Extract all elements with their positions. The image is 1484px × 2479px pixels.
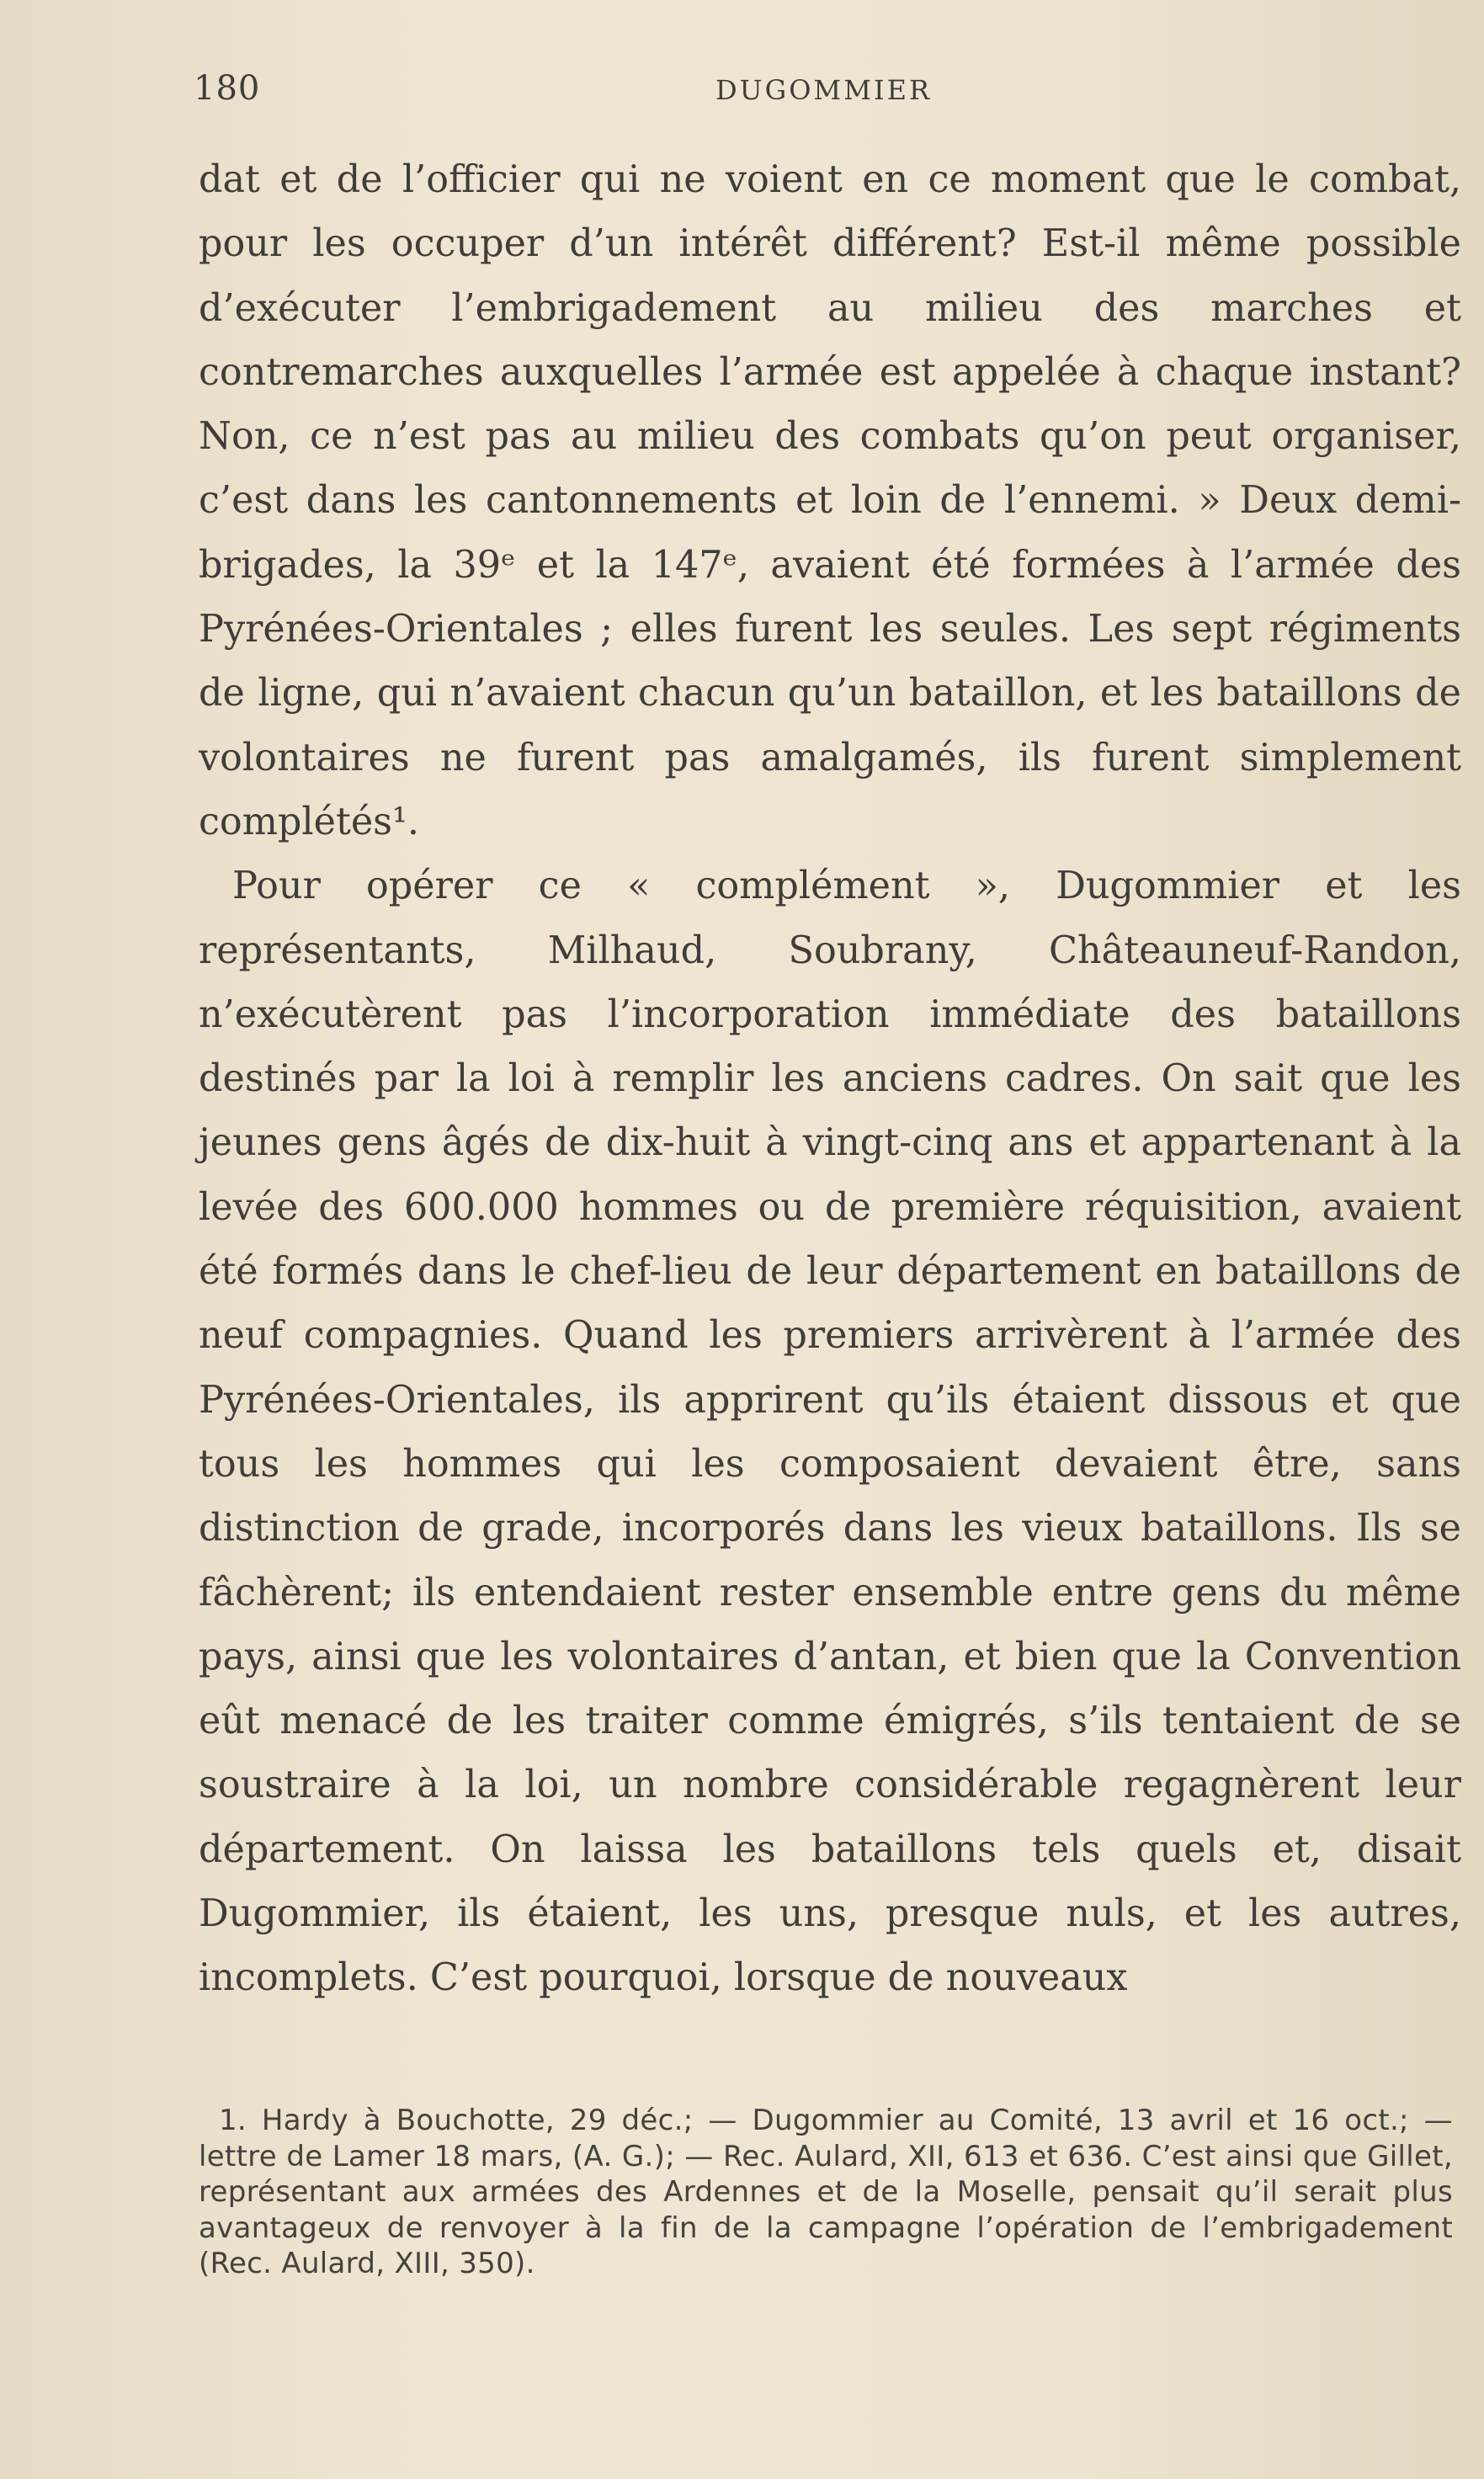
page-number: 180 [194,69,261,108]
paragraph: Pour opérer ce « complément », Dugommier et les représentants, Milhaud, Soubrany, Châteauneuf-Randon, n’exécutèrent pas l’incorporation immédiate des bataillons destinés par la loi à remplir les anciens cadres. On sait que les jeunes gens âgés de dix-huit à vingt-cinq ans et appartenant à la levée des 600.000 hommes ou de première réquisition, avaient été formés dans le chef-lieu de leur département en bataillons de neuf compagnies. Quand les premiers arrivèrent à l’armée des Pyrénées-Orientales, ils apprirent qu’ils étaient dissous et que tous les hommes qui les composaient devaient être, sans distinction de grade, incorporés dans les vieux bataillons. Ils se fâchèrent; ils entendaient rester ensemble entre gens du même pays, ainsi que les volontaires d’antan, et bien que la Convention eût menacé de les traiter comme émigrés, s’ils tentaient de se soustraire à la loi, un nombre considérable regagnèrent leur département. On laissa les bataillons tels quels et, disait Dugommier, ils étaient, les uns, presque nuls, et les autres, incomplets. C’est pourquoi, lorsque de nouveaux [199,864,1461,2000]
paragraph-continued: dat et de l’officier qui ne voient en ce moment que le combat, pour les occuper d’un intérêt différent? Est-il même possible d’exécuter l’embrigadement au milieu des marches et contremarches auxquelles l’armée est appelée à chaque instant? Non, ce n’est pas au milieu des combats qu’on peut organiser, c’est dans les cantonnements et loin de l’ennemi. » Deux demi-brigades, la 39ᵉ et la 147ᵉ, avaient été formées à l’armée des Pyrénées-Orientales ; elles furent les seules. Les sept régiments de ligne, qui n’avaient chacun qu’un bataillon, et les bataillons de volontaires ne furent pas amalgamés, ils furent simplement complétés¹. [199,158,1461,843]
footnote-1: 1. Hardy à Bouchotte, 29 déc.; — Dugommier au Comité, 13 avril et 16 oct.; — lettre de Lamer 18 mars, (A. G.); — Rec. Aulard, XII, 613 et 636. C’est ainsi que Gillet, représentant aux armées des Ardennes et de la Moselle, pensait qu’il serait plus avantageux de renvoyer à la fin de la campagne l’opération de l’embrigadement (Rec. Aulard, XIII, 350). [199,2104,1453,2280]
main-text [199,148,1461,2011]
page-header [194,69,1465,120]
running-head: DUGOMMIER [715,74,933,106]
footnotes [199,2103,1453,2282]
